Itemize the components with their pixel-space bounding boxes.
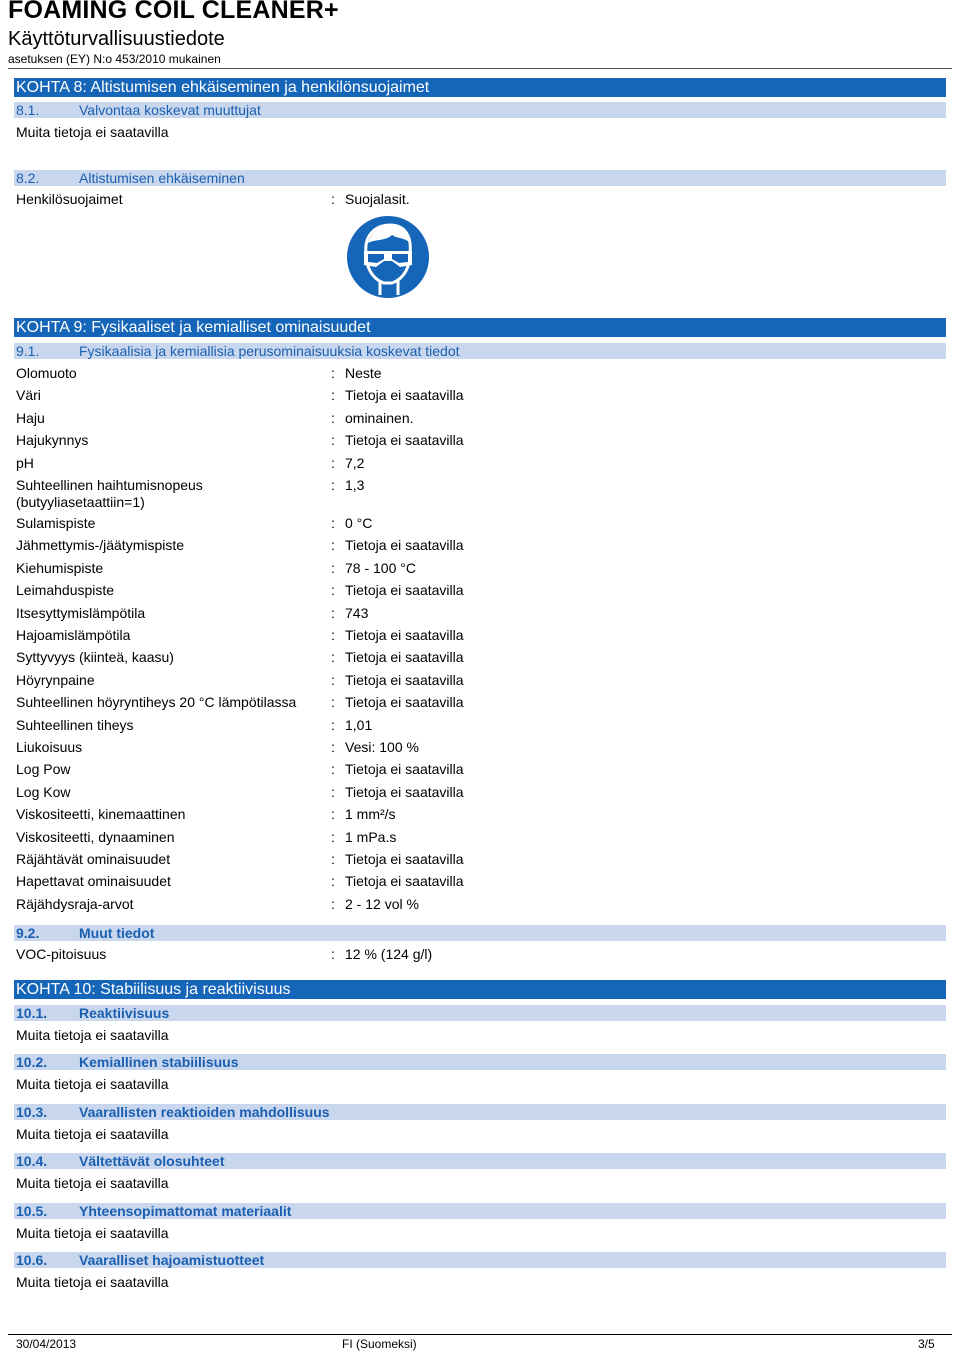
property-label: Olomuoto — [16, 365, 77, 381]
info-text: Muita tietoja ei saatavilla — [16, 1274, 169, 1290]
subsection-title: Vaarallisten reaktioiden mahdollisuus — [79, 1103, 330, 1120]
info-text: Muita tietoja ei saatavilla — [16, 1027, 169, 1043]
header-divider — [8, 68, 952, 69]
property-label: Liukoisuus — [16, 739, 83, 755]
property-value: : Tietoja ei saatavilla — [331, 873, 464, 890]
subsection-9-2 — [14, 925, 946, 941]
property-value: : Tietoja ei saatavilla — [331, 761, 464, 778]
property-label: Räjähdysraja-arvot — [16, 895, 134, 912]
regulation-note: asetuksen (EY) N:o 453/2010 mukainen — [8, 52, 221, 66]
property-value: : Vesi: 100 % — [331, 739, 419, 755]
property-value: : Tietoja ei saatavilla — [331, 783, 464, 800]
document-type: Käyttöturvallisuustiedote — [8, 28, 225, 50]
property-label: pH — [16, 454, 34, 471]
subsection-10-4 — [14, 1153, 946, 1169]
property-value: : Tietoja ei saatavilla — [331, 671, 464, 688]
subsection-number: 10.4. — [16, 1153, 48, 1170]
subsection-number: 8.1. — [16, 102, 40, 118]
section-8-header: KOHTA 8: Altistumisen ehkäiseminen ja henkilönsuojaimet — [14, 78, 946, 97]
property-label: Jähmettymis-/jäätymispiste — [16, 537, 185, 554]
property-label: Hajoamislämpötila — [16, 627, 131, 643]
subsection-number: 10.1. — [16, 1005, 48, 1021]
property-label: Viskositeetti, kinemaattinen — [16, 806, 186, 823]
property-value: : Tietoja ei saatavilla — [331, 694, 464, 711]
property-label: Leimahduspiste — [16, 582, 115, 599]
section-10-header: KOHTA 10: Stabiilisuus ja reaktiivisuus — [14, 980, 946, 999]
property-value: : 78 - 100 °C — [331, 559, 416, 576]
subsection-number: 9.1. — [16, 343, 40, 359]
property-label: Sulamispiste — [16, 515, 96, 531]
subsection-10-6 — [14, 1252, 946, 1268]
property-value: : 743 — [331, 604, 369, 621]
subsection-10-3 — [14, 1104, 946, 1120]
footer-date: 30/04/2013 — [16, 1337, 77, 1351]
subsection-title: Muut tiedot — [79, 925, 155, 941]
property-label: Haju — [16, 409, 45, 426]
property-label: Kiehumispiste — [16, 559, 104, 576]
property-value: : 7,2 — [331, 454, 365, 471]
footer-divider — [8, 1334, 952, 1335]
subsection-number: 10.3. — [16, 1103, 48, 1120]
subsection-number: 10.6. — [16, 1252, 48, 1268]
ppe-value: : Suojalasit. — [331, 191, 410, 207]
property-value: : Tietoja ei saatavilla — [331, 582, 464, 599]
property-label: Suhteellinen höyryntiheys 20 °C lämpötilassa — [16, 694, 297, 711]
safety-goggles-icon — [344, 213, 432, 301]
property-value: : Tietoja ei saatavilla — [331, 537, 464, 554]
property-label: Hapettavat ominaisuudet — [16, 873, 171, 890]
property-value: : 1,01 — [331, 716, 373, 733]
subsection-title: Fysikaalisia ja kemiallisia perusominaisuuksia koskevat tiedot — [79, 343, 460, 359]
info-text: Muita tietoja ei saatavilla — [16, 1224, 169, 1241]
property-label: Hajukynnys — [16, 432, 89, 449]
subsection-8-1 — [14, 102, 946, 118]
subsection-number: 8.2. — [16, 170, 40, 186]
property-label: Suhteellinen tiheys — [16, 716, 134, 733]
property-value: : Tietoja ei saatavilla — [331, 649, 464, 666]
ppe-label: Henkilösuojaimet — [16, 191, 123, 207]
subsection-title: Valvontaa koskevat muuttujat — [79, 102, 261, 118]
subsection-number: 9.2. — [16, 925, 40, 941]
footer-page: 3/5 — [918, 1337, 935, 1351]
property-value: : Tietoja ei saatavilla — [331, 627, 464, 643]
voc-value: : 12 % (124 g/l) — [331, 946, 433, 962]
property-value: : 0 °C — [331, 515, 373, 531]
subsection-title: Vaaralliset hajoamistuotteet — [79, 1252, 265, 1268]
property-label: Höyrynpaine — [16, 671, 95, 688]
property-value: : Neste — [331, 365, 382, 381]
property-value: : Tietoja ei saatavilla — [331, 432, 464, 449]
property-value: : 2 - 12 vol % — [331, 895, 419, 912]
subsection-title: Vältettävät olosuhteet — [79, 1153, 225, 1170]
subsection-title: Altistumisen ehkäiseminen — [79, 170, 245, 186]
property-label: Itsesyttymislämpötila — [16, 604, 146, 621]
subsection-8-2 — [14, 170, 946, 186]
subsection-title: Reaktiivisuus — [79, 1005, 170, 1021]
property-value: : Tietoja ei saatavilla — [331, 387, 464, 404]
info-text: Muita tietoja ei saatavilla — [16, 1076, 169, 1093]
voc-label: VOC-pitoisuus — [16, 946, 107, 962]
property-value: : Tietoja ei saatavilla — [331, 851, 464, 867]
property-value: : 1,3 — [331, 477, 365, 493]
info-text: Muita tietoja ei saatavilla — [16, 1175, 169, 1192]
subsection-number: 10.5. — [16, 1202, 48, 1219]
footer-language: FI (Suomeksi) — [342, 1337, 417, 1351]
subsection-10-5 — [14, 1203, 946, 1219]
info-text: Muita tietoja ei saatavilla — [16, 1125, 169, 1142]
property-value: : 1 mm²/s — [331, 806, 396, 823]
subsection-title: Yhteensopimattomat materiaalit — [79, 1202, 292, 1219]
info-text: Muita tietoja ei saatavilla — [16, 124, 169, 140]
property-label: Räjähtävät ominaisuudet — [16, 851, 171, 867]
property-label: Log Pow — [16, 761, 71, 778]
property-value: : ominainen. — [331, 409, 414, 426]
property-value: : 1 mPa.s — [331, 828, 397, 845]
property-label: Viskositeetti, dynaaminen — [16, 828, 175, 845]
subsection-number: 10.2. — [16, 1054, 48, 1071]
property-label: Log Kow — [16, 783, 71, 800]
property-label: Syttyvyys (kiinteä, kaasu) — [16, 649, 174, 666]
subsection-9-1 — [14, 343, 946, 359]
property-label: Suhteellinen haihtumisnopeus (butyyliasetaattiin=1) — [16, 477, 203, 510]
subsection-10-1 — [14, 1005, 946, 1021]
product-name: FOAMING COIL CLEANER+ — [8, 0, 339, 24]
subsection-title: Kemiallinen stabiilisuus — [79, 1054, 239, 1071]
property-label: Väri — [16, 387, 41, 404]
subsection-10-2 — [14, 1054, 946, 1070]
section-9-header: KOHTA 9: Fysikaaliset ja kemialliset ominaisuudet — [14, 318, 946, 337]
